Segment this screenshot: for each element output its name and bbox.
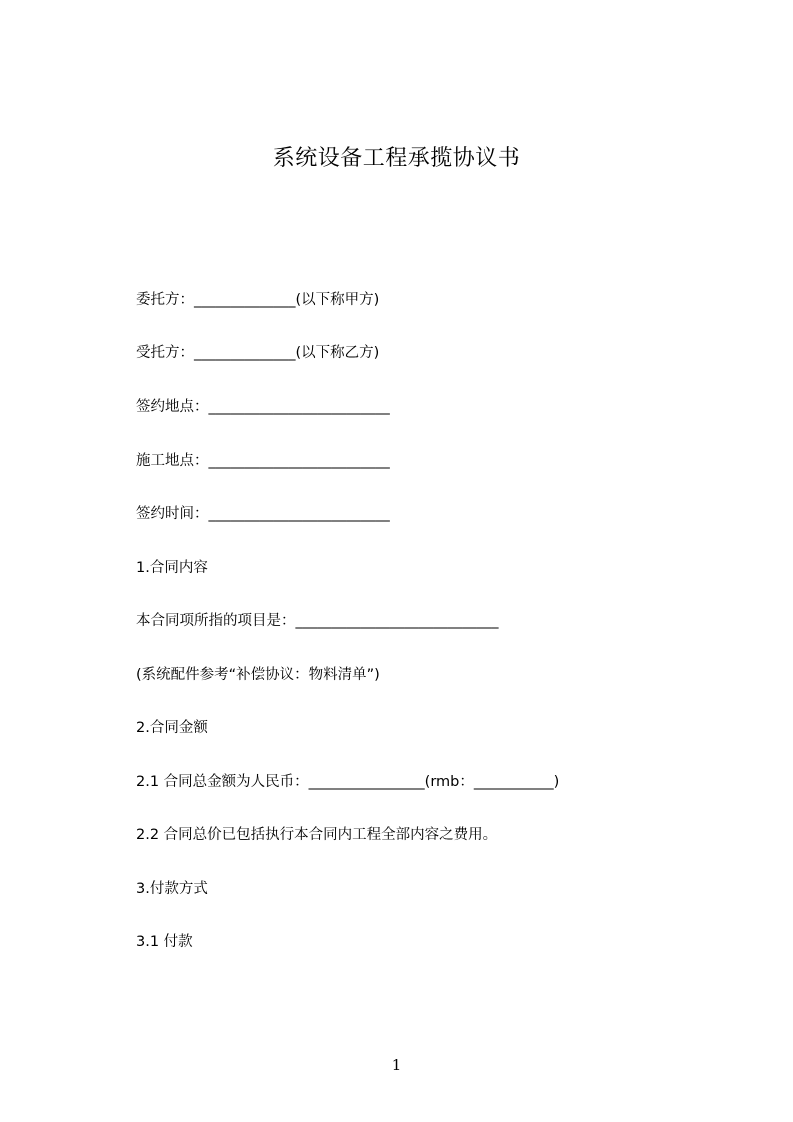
signing-location-line: 签约地点：_________________________ — [136, 399, 390, 415]
document-title: 系统设备工程承揽协议书 — [272, 146, 521, 171]
construction-location-line: 施工地点：_________________________ — [136, 453, 390, 469]
section-3-heading: 3.付款方式 — [136, 881, 208, 897]
section-1-heading: 1.合同内容 — [136, 560, 208, 576]
signing-time-line: 签约时间：_________________________ — [136, 506, 390, 522]
clause-2-2: 2.2 合同总价已包括执行本合同内工程全部内容之费用。 — [136, 827, 498, 843]
parts-reference-note: (系统配件参考“补偿协议：物料清单”) — [136, 667, 380, 683]
client-party-line: 委托方：______________(以下称甲方) — [136, 292, 380, 308]
clause-2-1: 2.1 合同总金额为人民币：________________(rmb：___________) — [136, 774, 560, 790]
page-number: 1 — [391, 1056, 402, 1074]
contractor-party-line: 受托方：______________(以下称乙方) — [136, 345, 380, 361]
clause-3-1: 3.1 付款 — [136, 934, 193, 950]
section-2-heading: 2.合同金额 — [136, 720, 208, 736]
project-line: 本合同项所指的项目是：____________________________ — [136, 613, 499, 629]
